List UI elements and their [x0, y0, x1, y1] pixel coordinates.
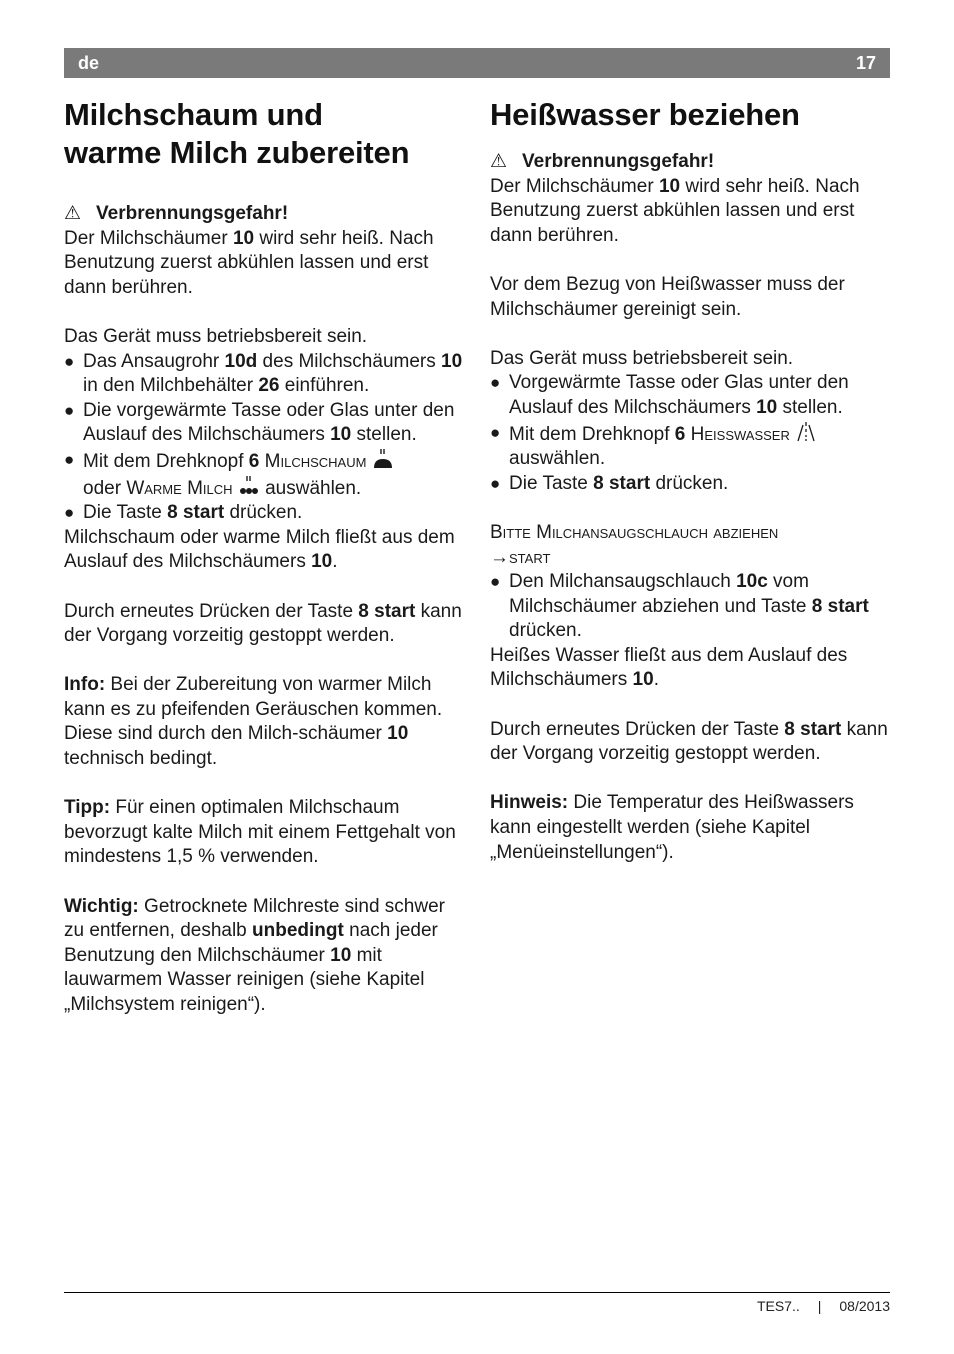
steps-list: [64, 350, 468, 526]
footer-divider: [64, 1292, 890, 1293]
language-code: de: [78, 52, 100, 73]
flow-text: Milchschaum oder warme Milch fließt aus dem Auslauf des Milchschäumers 10.: [64, 526, 455, 573]
model-number: TES7..: [756, 1298, 800, 1314]
edition-date: 08/2013: [839, 1298, 890, 1314]
page-header-bar: [64, 48, 890, 78]
list-item: ● Mit dem Drehknopf 6 Milchschaum oder Warme Milch auswählen.: [64, 448, 468, 501]
warning-triangle-icon: ⚠: [490, 151, 508, 172]
milk-foam-icon: [372, 448, 394, 470]
right-column: [490, 96, 894, 865]
ready-text: Das Gerät muss betriebsbereit sein.: [490, 347, 794, 369]
burn-warning-text: Der Milchschäumer 10 wird sehr heiß. Nach Benutzung zuerst abkühlen lassen und erst dann berühren.: [490, 175, 860, 246]
list-item: ● Den Milchansaugschlauch 10c vom Milchschäumer abziehen und Taste 8 start drücken.: [490, 570, 894, 644]
info-paragraph: Info: Bei der Zubereitung von warmer Milch kann es zu pfeifenden Geräuschen kommen. Diese sind durch den Milch-schäumer 10 technisch bedingt.: [64, 674, 443, 770]
ready-text: Das Gerät muss betriebsbereit sein.: [64, 325, 368, 347]
arrow-right-icon: →: [490, 546, 509, 568]
warning-triangle-icon: ⚠: [64, 203, 82, 224]
list-item: ● Die vorgewärmte Tasse oder Glas unter den Auslauf des Milchschäumers 10 stellen.: [64, 399, 468, 448]
right-section-title: Heißwasser beziehen: [490, 97, 800, 132]
list-item: ● Das Ansaugrohr 10d des Milchschäumers 10 in den Milchbehälter 26 einführen.: [64, 350, 468, 399]
warm-milk-icon: [238, 475, 260, 497]
stop-text: Durch erneutes Drücken der Taste 8 start kann der Vorgang vorzeitig gestoppt werden.: [490, 718, 888, 765]
flow-text: Heißes Wasser fließt aus dem Auslauf des Milchschäumers 10.: [490, 644, 848, 691]
stop-text: Durch erneutes Drücken der Taste 8 start kann der Vorgang vorzeitig gestoppt werden.: [64, 600, 462, 647]
list-item: ● Die Taste 8 start drücken.: [490, 472, 894, 497]
burn-warning-text: Der Milchschäumer 10 wird sehr heiß. Nach Benutzung zuerst abkühlen lassen und erst dann berühren.: [64, 227, 434, 298]
burn-warning-title: ⚠ Verbrennungsgefahr!: [64, 202, 468, 227]
note-paragraph: Hinweis: Die Temperatur des Heißwassers kann eingestellt werden (siehe Kapitel „Menüeinstellungen“).: [490, 792, 854, 863]
steps-list: [490, 371, 894, 496]
important-paragraph: Wichtig: Getrocknete Milchreste sind schwer zu entfernen, deshalb unbedingt nach jeder Benutzung den Milchschäumer 10 mit lauwarmem Wasser reinigen (siehe Kapitel „Milchsystem reinigen“).: [64, 895, 445, 1015]
list-item: ● Die Taste 8 start drücken.: [64, 501, 468, 526]
list-item: ● Mit dem Drehknopf 6 Heisswasser auswählen.: [490, 421, 894, 472]
list-item: ● Vorgewärmte Tasse oder Glas unter den Auslauf des Milchschäumers 10 stellen.: [490, 371, 894, 420]
page-number: 17: [855, 52, 876, 73]
hot-water-icon: [795, 421, 817, 443]
burn-warning-title: ⚠ Verbrennungsgefahr!: [490, 150, 894, 175]
left-section-title: Milchschaum und warme Milch zubereiten: [64, 97, 410, 170]
footer-separator: |: [817, 1298, 822, 1314]
page-footer: [757, 1298, 890, 1314]
left-column: [64, 96, 468, 1018]
clean-text: Vor dem Bezug von Heißwasser muss der Milchschäumer gereinigt sein.: [490, 273, 845, 320]
tip-paragraph: Tipp: Für einen optimalen Milchschaum bevorzugt kalte Milch mit einem Fettgehalt von mindestens 1,5 % verwenden.: [64, 797, 456, 868]
display-message: Bitte Milchansaugschlauch abziehen →start: [490, 521, 779, 568]
steps-list: [490, 570, 894, 644]
